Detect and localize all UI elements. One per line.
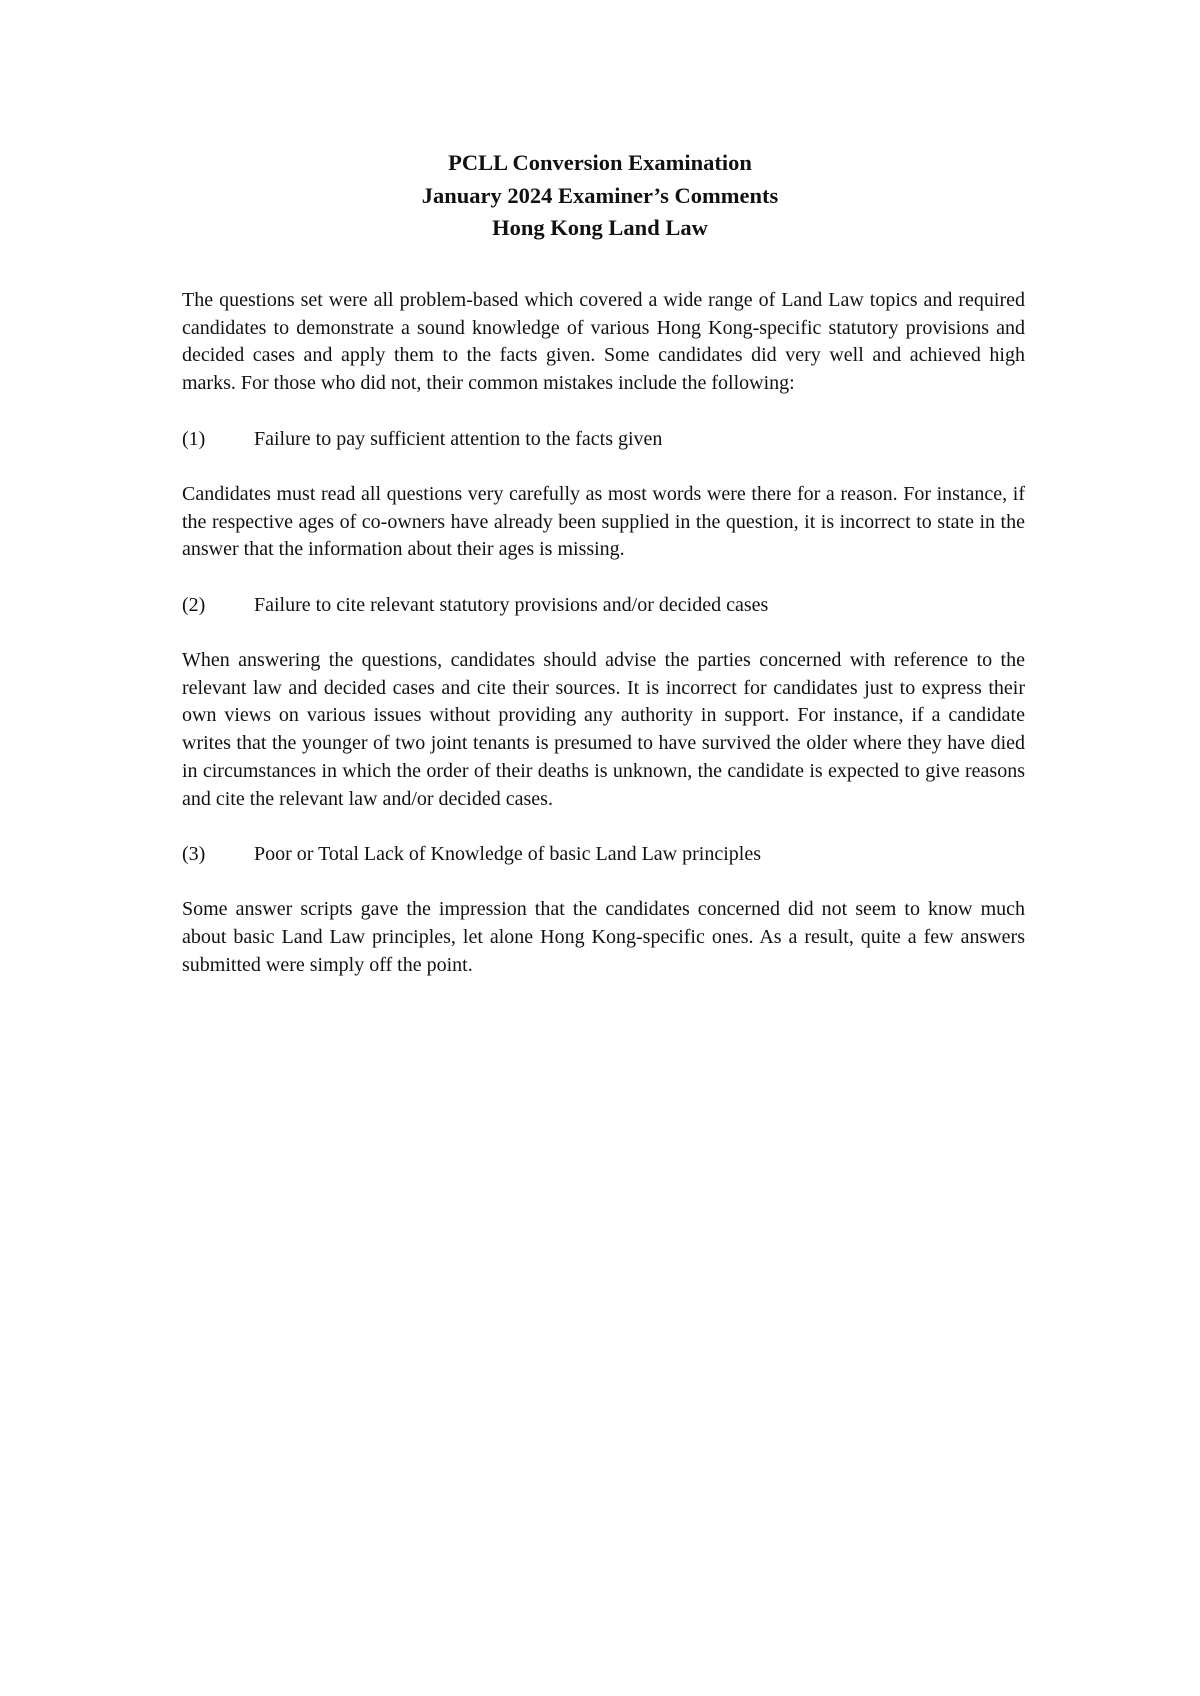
document-title (0, 147, 1200, 245)
section-number-1: (1) (182, 427, 206, 450)
title-line-comments: January 2024 Examiner’s Comments (421, 182, 779, 208)
document-body (182, 287, 1025, 979)
section-paragraph-3: Some answer scripts gave the impression that the candidates concerned did not seem to know much about basic Land Law principles, let alone Hong Kong-specific ones. As a result, quite a few answers submitted were simply off the point. (182, 898, 1025, 976)
section-heading-1 (182, 426, 1025, 454)
intro-paragraph: The questions set were all problem-based which covered a wide range of Land Law topics and required candidates to demonstrate a sound knowledge of various Hong Kong-specific statutory provisions and decided cases and apply them to the facts given. Some candidates did very well and achieved high marks. For those who did not, their common mistakes include the following: (182, 289, 1025, 395)
title-line-exam: PCLL Conversion Examination (448, 150, 752, 175)
section-heading-3 (182, 841, 1025, 869)
section-heading-text-1: Failure to pay sufficient attention to the facts given (254, 427, 663, 450)
section-heading-2 (182, 592, 1025, 620)
title-line-subject: Hong Kong Land Law (492, 215, 708, 240)
section-heading-text-2: Failure to cite relevant statutory provisions and/or decided cases (254, 593, 769, 616)
section-heading-text-3: Poor or Total Lack of Knowledge of basic Land Law principles (254, 842, 761, 865)
section-number-3: (3) (182, 842, 206, 865)
section-paragraph-1: Candidates must read all questions very carefully as most words were there for a reason. For instance, if the respective ages of co-owners have already been supplied in the question, it is incorrect to state in the answer that the information about their ages is missing. (182, 482, 1025, 561)
section-paragraph-2: When answering the questions, candidates should advise the parties concerned with reference to the relevant law and decided cases and cite their sources. It is incorrect for candidates just to express their own views on various issues without providing any authority in support. For instance, if a candidate writes that the younger of two joint tenants is presumed to have survived the older where they have died in circumstances in which the order of their deaths is unknown, the candidate is expected to give reasons and cite the relevant law and/or decided cases. (182, 649, 1025, 810)
section-number-2: (2) (182, 593, 206, 616)
